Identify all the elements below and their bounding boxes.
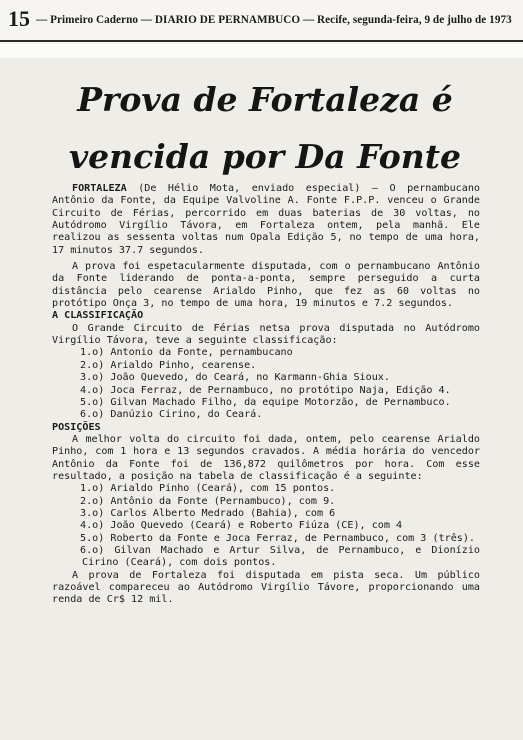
position-item: 5.o) Roberto da Fonte e Joca Ferraz, de Pernambuco, com 3 (três). (80, 532, 476, 544)
header-rule (0, 40, 523, 42)
classification-item: 4.o) Joca Ferraz, de Pernambuco, no protótipo Naja, Edição 4. (80, 384, 451, 396)
newspaper-header (0, 0, 523, 44)
section-intro-posicoes: A melhor volta do circuito foi dada, ontem, pelo cearense Arialdo Pinho, com 1 hora e 13 segundos cravados. A média horária do vencedor Antônio da Fonte foi de 136,872 quilômetros por hora. Com esse resultado, a posição na tabela de classificação é a seguinte: (52, 433, 480, 482)
classification-item: 5.o) Gilvan Machado Filho, da equipe Motorzão, de Pernambuco. (80, 396, 451, 408)
paragraph-2: A prova foi espetacularmente disputada, com o pernambucano Antônio da Fonte liderando de ponta-a-ponta, sempre perseguido a curta distância pelo cearense Arialdo Pinho, que fez as 60 voltas no protótipo Onça 3, no tempo de uma hora, 19 minutos e 7.2 segundos. (52, 261, 480, 310)
classification-item: 3.o) João Quevedo, do Ceará, no Karmann-Ghia Sioux. (80, 372, 390, 384)
classification-item: 6.o) Danúzio Cirino, do Ceará. (80, 409, 263, 421)
headline-line-1: Prova de Fortaleza é (77, 80, 453, 119)
paragraph-1-text: (De Hélio Mota, enviado especial) — O pernambucano Antônio da Fonte, da Equipe Valvoline A. Fonte F.P.P. venceu o Grande Circuito de Férias, percorrido em duas baterias de 30 voltas, no Autódromo Virgílio Távora, em Fortaleza ontem, pela manhã. Ele realizou as sessenta voltas num Opala Edição 5, no tempo de uma hora, 17 minutos 37.7 segundos. (52, 183, 480, 256)
classification-item: 1.o) Antonio da Fonte, pernambucano (80, 347, 293, 359)
paragraph-1 (52, 183, 480, 257)
position-item: 2.o) Antônio da Fonte (Pernambuco), com 9. (80, 495, 336, 507)
position-item: 6.o) Gilvan Machado e Artur Silva, de Pernambuco, e Dionízio Cirino (Ceará), com dois pontos. (80, 544, 480, 569)
page-gap (0, 44, 523, 58)
article-body (52, 183, 480, 607)
headline-line-2: vencida por Da Fonte (68, 137, 462, 176)
dateline: FORTALEZA (72, 183, 127, 194)
classification-item: 2.o) Arialdo Pinho, cearense. (80, 359, 257, 371)
page-number: 15 (8, 6, 30, 31)
section-title-posicoes: POSIÇÕES (52, 421, 101, 433)
position-item: 1.o) Arialdo Pinho (Ceará), com 15 pontos. (80, 483, 336, 495)
section-intro-classificacao: O Grande Circuito de Férias netsa prova disputada no Autódromo Virgílio Távora, teve a seguinte classificação: (52, 322, 480, 347)
header-line: — Primeiro Caderno — DIARIO DE PERNAMBUCO — Recife, segunda-feira, 9 de julho de 1973 (36, 14, 512, 26)
position-item: 4.o) João Quevedo (Ceará) e Roberto Fiúza (CE), com 4 (80, 520, 403, 532)
closing-paragraph: A prova de Fortaleza foi disputada em pista seca. Um público razoável compareceu ao Autódromo Virgílio Távore, proporcionando uma renda de Cr$ 12 mil. (52, 569, 480, 606)
section-title-classificacao: A CLASSIFICAÇÃO (52, 310, 144, 322)
position-item: 3.o) Carlos Alberto Medrado (Bahia), com 6 (80, 507, 336, 519)
